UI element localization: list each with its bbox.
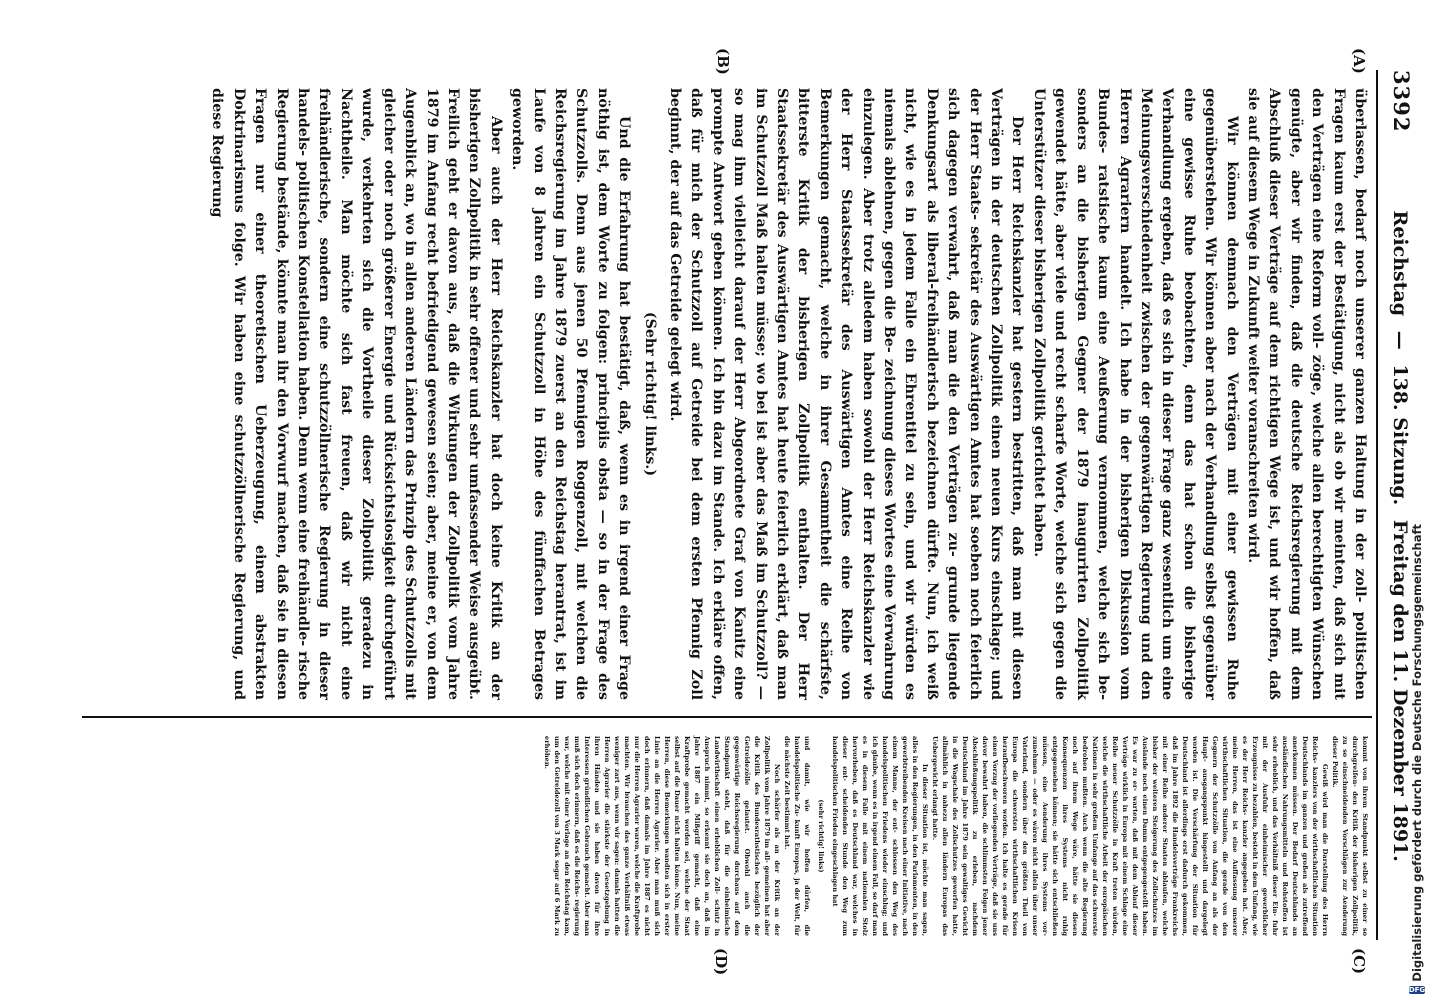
paragraph: Und die Erfahrung hat bestätigt, daß, wenn es in irgend einer Frage nöthig ist, dem Worte zu folgen: principiis obsta — so in der Frage des Schutzzolls. Denn aus jenen 50 Pfennigen Roggenzoll, mit welchen die Reichsregierung im Jahre 1879 zuerst an den Reichstag herantrat, ist im Laufe von 8 Jahren ein Schutzzoll in Höhe des fünffachen Betrages geworden. — [509, 88, 633, 700]
margin-marker-c: (C) — [1350, 948, 1368, 975]
publication-name: Reichstag — [1389, 210, 1411, 317]
header-dash: — — [1389, 330, 1411, 350]
page-number: 3392 — [1389, 70, 1414, 133]
margin-marker-b: (B) — [714, 48, 732, 75]
paragraph: überlassen, bedarf noch unserer ganzen Haltung in der zoll- politischen Fragen kaum erst der Bestätigung, nicht als ob wir meinten, daß sich mit den Verträgen eine Reform voll- zöge, welche allen berechtigten Wünschen genügte, aber wir finden, daß die deutsche Reichsregierung mit dem Abschluß dieser Verträge auf dem richtigen Wege ist, und wir hoffen, daß sie auf diesem Wege in Zukunft weiter voranschreiten wird. — [1244, 88, 1368, 700]
dfg-logo-icon: DFG — [1408, 986, 1426, 994]
paragraph: und damit, wie wir hoffen dürfen, die handelspolitische Zu- kunft Europas, ja der Welt, für die nächste Zeit bestimmt hat. — [783, 736, 811, 936]
digitization-stamp — [1407, 524, 1427, 994]
interjection: (sehr richtig! links) — [817, 799, 825, 873]
session-date: Freitag den 11. Dezember 1891. — [1389, 519, 1411, 862]
header-rule — [1376, 70, 1378, 940]
paragraph: Gewiß wird man die Darstellung des Herrn Reichs- kanzlers von der wirthschaftlichen Situation Deutschlands im ganzen und großen als zutreffend anerkennen müssen. Der Bedarf Deutschlands an ausländischen Nahrungsmitteln und Rohstoffen ist sehr erheblich, und das Verhältniß dieser Ein- fuhr mit der Ausfuhr einheimischer gewerblicher Erzeugnisse zu bezahlen, besteht in dem Umfang, wie es der Herr Reichs- kanzler angegeben hat. Aber, meine Herren, das ist eine Auffassung unserer wirthschaftlichen Situation, die gerade von den Gegnern der Schutzzölle von Anfang an als der Haupt- ausgangspunkt hingestellt und dargelegt worden ist. Die Verschärfung der Situation für Deutschland ist allerdings erst dadurch gekommen, daß im Jahre 1892 die Handelsverträge Frankreichs mit einer Reihe anderer Staaten ablaufen, welche bisher der weiteren Steigerung des Zollschutzes im Auslande noch einen Damm entgegengestellt haben. Es war zu er- warten, daß mit dem Ablauf dieser Verträge wirklich in Europa mit einem Schlage eine Reihe neuer Schutzzölle in Kraft treten würden, welche die wirthschaftliche Arbeit der europäischen Nationen in sehr großem Umfange auf das schwerste bedrohen mußten. Auch wenn die alte Regierung noch auf ihrem Wege wäre, hätte sie diesen Konsequenzen ihres Systems nicht ruhig entgegensehen können; sie hätte sich entschließen müssen, eine Aenderung ihres Systems vor- zunehmen — oder es wären nicht allein über unser Vaterland, sondern über den größten Theil von Europa die schwersten wirthschaftlichen Krisen heraufbeschworen worden. Ich halte es gerade für einen Vorzug der vorliegenden Verträge, daß sie uns davor bewahrt haben, die schlimmsten Folgen jener Abschließungspolitik zu erleben, nachdem Deutschland im Jahre 1879 sein gewaltiges Gewicht in die Wagschale des Zollschutzes geworfen hatte, allmählich in nahezu allen ländern Europas das Uebergewicht erlangt hatte. — [931, 736, 1329, 936]
paragraph: kommt von ihrem Standpunkt selbst zu einer so durchgreifen- den Kritik der bisherigen Zollpolitik, zu so einschneidenden Vorschlägen zur Aenderung dieser Politik. — [1331, 736, 1369, 936]
session-number: 138. Sitzung. — [1389, 364, 1411, 506]
funding-note: Digitalisierung gefördert durch die Deutsche Forschungsgemeinschaft — [1410, 524, 1424, 982]
left-column — [206, 88, 1370, 700]
paragraph: Aber auch der Herr Reichskanzler hat doch keine Kritik an der bisherigen Zollpolitik in sehr offener und sehr umfassender Weise ausgeübt. Freilich geht er davon aus, daß die Wirkungen der Zollpolitik vom Jahre 1879 im Anfang recht befriedigend gewesen seien; aber, meine er, von dem Augenblick an, wo in allen anderen Ländern das Prinzip des Schutzzolls mit gleicher oder noch größerer Energie und Rücksichtslosigkeit durchgeführt wurde, verkehrten sich die Vortheile dieser Zollpolitik geradezu in Nachtheile. Man möchte sich fast freuen, daß wir nicht eine freihändlerische, sondern eine schutzzöllnerische Regierung in dieser handels- politischen Konstellation haben. Denn wenn eine freihändle- rische Regierung bestände, könnte man ihr den Vorwurf machen, daß sie in diesen Fragen nur einer theoretischen Ueberzeugung, einem abstrakten Doktrinarismus folge. Wir haben eine schutzzöllnerische Regierung, und diese Regierung — [209, 88, 504, 700]
margin-marker-a: (A) — [1350, 48, 1368, 74]
column-divider — [82, 716, 1372, 718]
right-column — [542, 736, 1370, 936]
paragraph: Noch schärfer als an der Kritik an der Zollpolitik vom Jahre 1879 im all- gemeinen hat aber die Kritik des Bundesrathstisches bezüglich der Getreidezölle gelautet. Obwohl auch die gegenwärtige Reichsregierung durchaus auf dem Standpunkt steht, daß für die einheimische Landwirthschaft einen erheblichen Zoll- schutz in Anspruch nimmt, so erkennt sie doch an, daß im Jahre 1887 ein Mißgriff gemacht, daß eine Kraftprobe gemacht worden sei, welche der Staat selbst auf die Dauer nicht halten könne. Nun, meine Herren, diese Bemerkungen wandten sich in erster Linie an die Herren Agrarier. Aber man muß sich doch erinnern, daß damals im Jahre 1887 es nicht nur die Herren Agrarier waren, welche die Kraftprobe machten. Wir brauchen das ganze Verhältniß etwas weniger zart aus, wenn wir sagen: damals hatten die Herren Agrarier die stärkste der Gesetzgebung in ihren Händen und sie haben davon für ihre Interessen gründlichen Gebrauch gemacht. Aber man muß sich doch erinnern, daß es die Reichs- regierung war, welche mit einer Vorlage an den Reichstag kam, um den Getreidezoll von 3 Mark sogar auf 6 Mark zu erhöhen. — [543, 736, 781, 936]
interjection: (Sehr richtig! links.) — [641, 311, 658, 477]
paragraph: In dieser Situation ist, möchte man sagen, alles in den Regierungen, in den Parlamenten, in den gewerbtreibenden Kreisen nach einer Initiative, nach einem Manne, der ent- schlossen den Weg des handelspolitischen Friedens wieder einschlug; und ich glaube, wenn es in irgend einem Fall, so darf man es in diesem Falle mit einem nationalen Stolz hervorheben, daß es Deutschland war, welches in dieser ent- scheidenden Stunde den Weg zum handelspolitischen Frieden eingeschlagen hat — [831, 736, 929, 936]
paragraph: Der Herr Reichskanzler hat gestern bestritten, daß man mit diesen Verträgen in der deutschen Zollpolitik einen neuen Kurs einschlage; und der Herr Staats- sekretär des Auswärtigen Amtes hat soeben noch feierlich sich dagegen verwahrt, daß man die den Verträgen zu- grunde liegende Denkungsart als liberal-freihändlerisch bezeichnen dürfte. Nun, ich weiß nicht, wie es in jedem Falle ein Ehrentitel zu sein, und wir würden es niemals ablehnen, gegen die Be- zeichnung dieses Wortes eine Verwahrung einzulegen. Aber trotz alledem haben sowohl der Herr Reichskanzler wie der Herr Staatssekretär des Auswärtigen Amtes eine Reihe von Bemerkungen gemacht, welche in ihrer Gesammtheit die schärfste, bitterste Kritik der bisherigen Zollpolitik enthalten. Der Herr Staatssekretär des Auswärtigen Amtes hat heute feierlich erklärt, daß man im Schutzzoll Maß halten müsse; wo bei ist aber das Maß im Schutzzoll? — so mag ihm vielleicht darauf der Herr Abgeordnete Graf von Kanitz eine prompte Antwort geben können. Ich bin dazu im Stande. Ich erkläre offen, daß für mich der Schutzzoll auf Getreide bei dem ersten Pfennig Zoll beginnt, der auf das Getreide gelegt wird. — [667, 88, 1026, 700]
margin-marker-d: (D) — [712, 948, 730, 976]
paragraph: Wir können demnach den Verträgen mit einer gewissen Ruhe gegenüberstehen. Wir können aber nach der Verhandlung selbst gegenüber eine gewisse Ruhe beobachten, denn das hat schon die bisherige Verhandlung ergeben, daß es sich in dieser Frage ganz wesentlich um eine Meinungsverschiedenheit zwischen der gegenwärtigen Regierung und den Herren Agrariern handelt. Ich habe in der bisherigen Diskussion vom Bundes- ratstische kaum eine Aeußerung vernommen, welche sich be- sonders an die bisherigen Gegner der 1879 inaugurirten Zollpolitik gewendet hätte, aber viele und recht scharfe Worte, welche sich gegen die Unterstützer dieser bisherigen Zollpolitik gerichtet haben. — [1030, 88, 1240, 700]
